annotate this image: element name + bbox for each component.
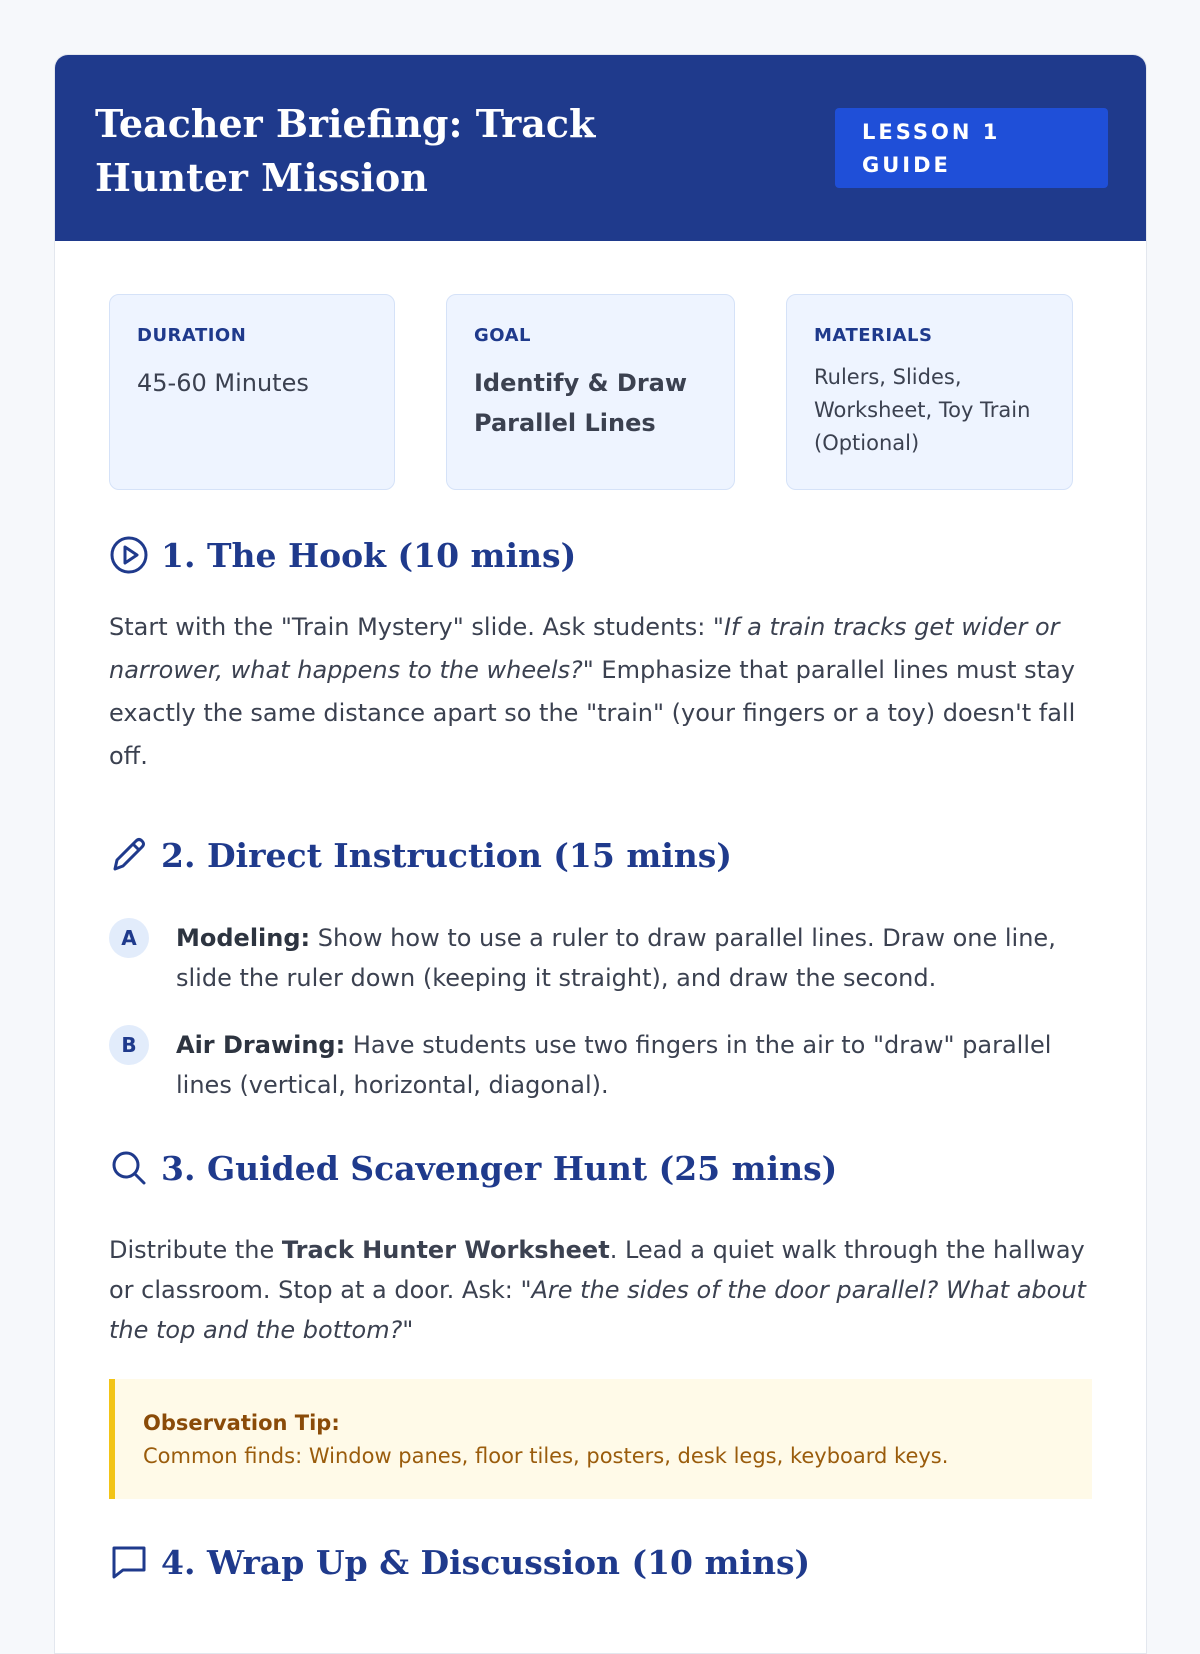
section-hunt-label: 3. Guided Scavenger Hunt (25 mins)	[161, 1148, 838, 1188]
step-label: Air Drawing:	[176, 1031, 346, 1059]
duration-value: 45-60 Minutes	[137, 369, 309, 397]
hunt-text-2: . Lead a quiet walk through the hallway or classroom. Stop at a door. Ask:	[109, 1236, 1085, 1304]
tip-text: Common finds: Window panes, floor tiles, posters, desk legs, keyboard keys.	[143, 1444, 949, 1468]
hook-text-2: Emphasize that parallel lines must stay exactly the same distance apart so the "train" (your fingers or a toy) doesn't fall off.	[109, 656, 1076, 770]
step-text	[176, 1025, 1099, 1105]
goal-value: Identify & Draw Parallel Lines	[474, 369, 688, 437]
materials-card	[786, 294, 1073, 490]
page-title: Teacher Briefing: Track Hunter Mission	[95, 101, 596, 200]
duration-card	[109, 294, 395, 490]
chat-bubble-icon	[109, 1542, 149, 1582]
instruction-step-a	[109, 918, 1099, 998]
lesson-badge: LESSON 1 GUIDE	[835, 108, 1108, 188]
step-badge: B	[109, 1025, 149, 1065]
duration-label: DURATION	[137, 325, 247, 346]
section-hook-title	[109, 535, 576, 575]
materials-label: MATERIALS	[814, 325, 933, 346]
hook-quote: "If a train tracks get wider or narrower, what happens to the wheels?"	[109, 613, 1060, 684]
hunt-quote: "Are the sides of the door parallel? What about the top and the bottom?"	[109, 1276, 1086, 1344]
step-body: Show how to use a ruler to draw parallel lines. Draw one line, slide the ruler down (keeping it straight), and draw the second.	[176, 924, 1056, 992]
hook-paragraph	[109, 606, 1099, 778]
section-wrap-title	[109, 1542, 810, 1582]
hunt-text-1: Distribute the	[109, 1236, 282, 1264]
section-hunt-title	[109, 1148, 837, 1188]
header	[55, 55, 1146, 241]
goal-label: GOAL	[474, 325, 531, 346]
hunt-paragraph	[109, 1230, 1099, 1350]
hunt-worksheet-name: Track Hunter Worksheet	[281, 1236, 610, 1264]
goal-card	[446, 294, 735, 490]
instruction-step-b	[109, 1025, 1099, 1105]
hook-text-1: Start with the "Train Mystery" slide. Ask students:	[109, 613, 713, 641]
pencil-icon	[109, 835, 149, 875]
play-circle-icon	[109, 535, 149, 575]
step-body: Have students use two fingers in the air to "draw" parallel lines (vertical, horizontal, diagonal).	[176, 1031, 1052, 1099]
section-wrap-label: 4. Wrap Up & Discussion (10 mins)	[161, 1542, 811, 1582]
search-icon	[109, 1148, 149, 1188]
observation-tip	[109, 1379, 1092, 1499]
section-instruction-title	[109, 835, 732, 875]
section-instruction-label: 2. Direct Instruction (15 mins)	[161, 835, 732, 875]
step-label: Modeling:	[176, 924, 311, 952]
step-text	[176, 918, 1099, 998]
materials-value: Rulers, Slides, Worksheet, Toy Train (Optional)	[814, 365, 1031, 455]
briefing-card	[54, 54, 1147, 1654]
section-hook-label: 1. The Hook (10 mins)	[161, 535, 577, 575]
step-badge: A	[109, 918, 149, 958]
tip-title: Observation Tip:	[143, 1411, 340, 1435]
